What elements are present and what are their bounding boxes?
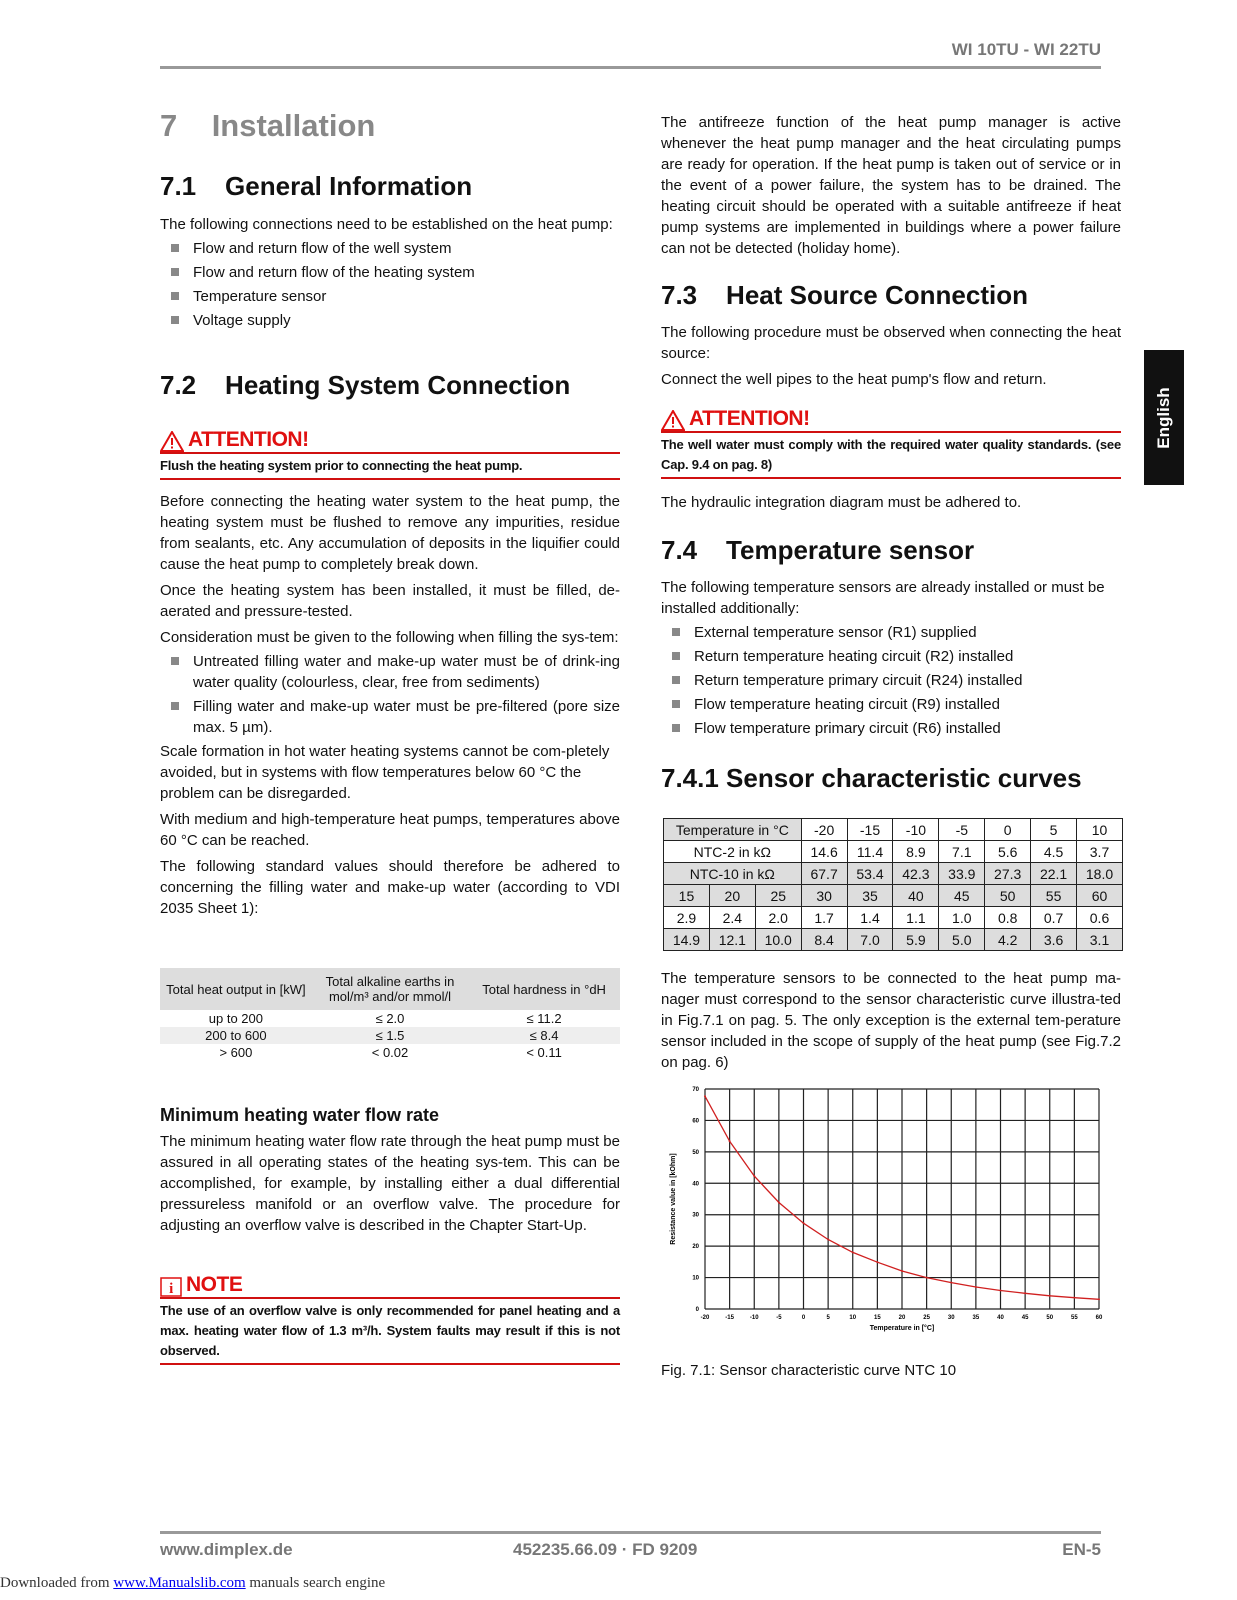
data-point xyxy=(778,1201,780,1203)
data-point xyxy=(852,1251,854,1253)
x-tick-label: 25 xyxy=(923,1315,930,1321)
table-cell: ≤ 1.5 xyxy=(312,1027,468,1044)
x-tick-label: 60 xyxy=(1095,1315,1103,1321)
table-cell: 50 xyxy=(985,885,1031,907)
x-tick-label: -20 xyxy=(700,1315,710,1321)
table-cell: 4.5 xyxy=(1031,841,1077,863)
y-tick-label: 10 xyxy=(692,1275,699,1282)
table-cell: 2.0 xyxy=(755,907,801,929)
data-point xyxy=(704,1095,706,1097)
attention-box-well-water xyxy=(661,407,1121,479)
x-tick-label: -10 xyxy=(749,1315,759,1321)
table-cell: up to 200 xyxy=(208,1011,263,1026)
data-point xyxy=(926,1277,928,1279)
footer-doc-number: 452235.66.09 · FD 9209 xyxy=(513,1540,698,1559)
x-tick-label: 10 xyxy=(849,1315,857,1321)
section-7-1-heading: 7.1 General Information xyxy=(160,171,473,201)
x-tick-label: 45 xyxy=(1021,1315,1029,1321)
table-cell: 45 xyxy=(939,885,985,907)
y-tick-label: 60 xyxy=(692,1118,699,1125)
y-tick-label: 50 xyxy=(692,1149,699,1156)
table-cell: 14.6 xyxy=(801,841,847,863)
table-row xyxy=(664,841,1123,863)
table-cell: 0 xyxy=(985,819,1031,841)
s72-paragraph: Once the heating system has been installed, it must be filled, de-aerated and pressure-tested. xyxy=(160,582,620,620)
download-suffix: manuals search engine xyxy=(245,1575,386,1591)
table-cell: -5 xyxy=(939,819,985,841)
data-point xyxy=(876,1261,878,1263)
table-cell: 5.6 xyxy=(985,841,1031,863)
header-rule xyxy=(160,66,1101,69)
x-tick-label: 50 xyxy=(1046,1315,1054,1321)
warning-icon xyxy=(160,431,184,452)
x-tick-label: 30 xyxy=(947,1315,955,1321)
table-cell: 3.1 xyxy=(1077,929,1123,951)
table-cell: -20 xyxy=(801,819,847,841)
x-tick-label: -5 xyxy=(776,1315,782,1321)
table-cell: 22.1 xyxy=(1031,863,1077,885)
table-cell: 8.9 xyxy=(893,841,939,863)
footer-page-number: EN-5 xyxy=(1062,1540,1101,1559)
table-row xyxy=(664,929,1123,951)
ntc10-curve-chart xyxy=(661,1075,1121,1345)
table-cell: 33.9 xyxy=(939,863,985,885)
language-tab xyxy=(1144,350,1184,485)
x-tick-label: 35 xyxy=(972,1315,980,1321)
attention-box-flush xyxy=(160,428,620,480)
x-tick-label: 55 xyxy=(1071,1315,1078,1321)
table-cell: 20 xyxy=(709,885,755,907)
table-cell: 5 xyxy=(1031,819,1077,841)
s71-list xyxy=(160,238,620,331)
list-item: Flow and return flow of the heating system xyxy=(160,262,620,283)
data-point xyxy=(1098,1298,1100,1300)
table-cell: 1.1 xyxy=(893,907,939,929)
table-cell: 14.9 xyxy=(664,929,710,951)
table-cell: 15 xyxy=(664,885,710,907)
data-point xyxy=(827,1239,829,1241)
table-header: Total hardness in °dH xyxy=(468,968,620,1010)
footer-rule xyxy=(160,1531,1101,1534)
info-icon xyxy=(160,1277,182,1297)
y-tick-label: 30 xyxy=(692,1212,699,1219)
data-point xyxy=(803,1222,805,1224)
s72-paragraph: With medium and high-temperature heat pumps, temperatures above 60 °C can be reached. xyxy=(160,811,620,849)
table-cell: 10.0 xyxy=(755,929,801,951)
section-7-4-1-heading: 7.4.1 Sensor characteristic curves xyxy=(661,763,1082,793)
data-point xyxy=(1049,1295,1051,1297)
table-cell: 4.2 xyxy=(985,929,1031,951)
x-axis-label: Temperature in [°C] xyxy=(869,1325,935,1332)
table-cell: 3.7 xyxy=(1077,841,1123,863)
footer-website: www.dimplex.de xyxy=(160,1540,293,1559)
data-point xyxy=(901,1270,903,1272)
table-cell: 200 to 600 xyxy=(160,1027,312,1044)
y-tick-label: 20 xyxy=(692,1244,699,1251)
s72-list xyxy=(160,651,620,738)
data-point xyxy=(753,1175,755,1177)
section-7-2-heading: 7.2 Heating System Connection xyxy=(160,370,571,400)
table-row xyxy=(160,1010,620,1027)
s73-paragraph: The hydraulic integration diagram must be adhered to. xyxy=(661,494,1022,511)
table-cell: 3.6 xyxy=(1031,929,1077,951)
list-item: Flow and return flow of the well system xyxy=(160,238,620,259)
list-item: Voltage supply xyxy=(160,310,620,331)
s73-paragraph: The following procedure must be observed when connecting the heat source: xyxy=(661,324,1121,362)
table-header-row xyxy=(160,968,620,1010)
table-cell: 7.0 xyxy=(847,929,893,951)
figure-caption: Fig. 7.1: Sensor characteristic curve NTC 10 xyxy=(661,1362,957,1379)
table-row xyxy=(664,863,1123,885)
table-cell: 1.0 xyxy=(939,907,985,929)
svg-text:i: i xyxy=(169,1281,173,1297)
x-tick-label: -15 xyxy=(725,1315,734,1321)
download-prefix: Downloaded from xyxy=(0,1575,114,1591)
table-cell: ≤ 8.4 xyxy=(468,1027,620,1044)
table-cell: 0.7 xyxy=(1031,907,1077,929)
table-cell: -10 xyxy=(893,819,939,841)
data-point xyxy=(1024,1292,1026,1294)
table-cell: 0.6 xyxy=(1077,907,1123,929)
y-axis-label: Resistance value in [kOhm] xyxy=(670,1153,677,1245)
table-cell: 25 xyxy=(755,885,801,907)
flow-rate-heading: Minimum heating water flow rate xyxy=(160,1105,440,1125)
table-header: Total heat output in [kW] xyxy=(160,968,312,1010)
table-row xyxy=(664,819,1123,841)
table-row xyxy=(664,885,1123,907)
table-cell: 11.4 xyxy=(847,841,893,863)
list-item: Temperature sensor xyxy=(160,286,620,307)
s74-intro: The following temperature sensors are already installed or must be installed additionally: xyxy=(661,579,1105,617)
x-tick-label: 5 xyxy=(826,1315,830,1321)
attention-text: Flush the heating system prior to connecting the heat pump. xyxy=(160,458,523,473)
antifreeze-paragraph: The antifreeze function of the heat pump manager is active whenever the heat pump manager and the heat circulating pumps are ready for operation. If the heat pump is taken out of service or in the event of a power failure, the system has to be drained. The heating circuit should be operated with a suitable antifreeze if heat pump systems are implemented in buildings where a power failure can not be detected (holiday home). xyxy=(661,114,1121,257)
s72-paragraph: Scale formation in hot water heating systems cannot be com-pletely avoided, but in systems with flow temperatures below 60 °C the problem can be disregarded. xyxy=(160,743,610,802)
y-tick-label: 0 xyxy=(695,1307,699,1313)
y-tick-label: 70 xyxy=(692,1087,699,1093)
table-cell: 30 xyxy=(801,885,847,907)
attention-text: The well water must comply with the required water quality standards. (see Cap. 9.4 on pag. 8) xyxy=(661,437,1121,472)
note-box xyxy=(160,1273,620,1365)
s72-paragraph: Consideration must be given to the following when filling the sys-tem: xyxy=(160,629,619,646)
note-label: NOTE xyxy=(186,1273,243,1296)
table-cell: 18.0 xyxy=(1077,863,1123,885)
table-cell: 40 xyxy=(893,885,939,907)
s72-paragraph: The following standard values should therefore be adhered to concerning the filling water and make-up water (according to VDI 2035 Sheet 1): xyxy=(160,858,620,917)
list-item: Return temperature heating circuit (R2) installed xyxy=(661,646,1121,667)
document-title: WI 10TU - WI 22TU xyxy=(951,40,1101,59)
table-cell: > 600 xyxy=(219,1045,253,1060)
table-cell: ≤ 11.2 xyxy=(526,1011,562,1026)
section-7-heading: 7 Installation xyxy=(160,108,376,143)
flow-rate-paragraph: The minimum heating water flow rate through the heat pump must be assured in all operating states of the heating sys-tem. This can be accomplished, for example, by installing either a dual differential pressureless manifold or an overflow valve. The procedure for adjusting an overflow valve is described in the Chapter Start-Up. xyxy=(160,1133,620,1234)
y-tick-label: 40 xyxy=(692,1181,699,1188)
data-point xyxy=(1073,1297,1075,1299)
manualslib-link[interactable]: www.Manualslib.com xyxy=(113,1575,246,1591)
table-row xyxy=(664,907,1123,929)
table-cell: 1.7 xyxy=(801,907,847,929)
table-cell: < 0.11 xyxy=(526,1045,562,1060)
x-tick-label: 40 xyxy=(997,1315,1004,1321)
table-cell: Temperature in °C xyxy=(664,819,802,841)
table-cell: 5.0 xyxy=(939,929,985,951)
table-header: Total alkaline earths in mol/m³ and/or mmol/l xyxy=(312,968,468,1010)
table-cell: 27.3 xyxy=(985,863,1031,885)
table-cell: < 0.02 xyxy=(371,1045,409,1060)
x-tick-label: 20 xyxy=(898,1315,906,1321)
table-cell: 10 xyxy=(1077,819,1123,841)
table-cell: 8.4 xyxy=(801,929,847,951)
table-row xyxy=(160,1044,620,1061)
language-tab-label: English xyxy=(1154,386,1173,449)
data-point xyxy=(975,1286,977,1288)
table-cell: 0.8 xyxy=(985,907,1031,929)
table-cell: NTC-2 in kΩ xyxy=(664,841,802,863)
table-cell: ≤ 2.0 xyxy=(375,1011,405,1026)
water-quality-table xyxy=(160,968,620,1061)
table-cell: 67.7 xyxy=(801,863,847,885)
table-row xyxy=(160,1027,620,1044)
section-7-3-heading: 7.3 Heat Source Connection xyxy=(661,280,1028,310)
table-cell: 35 xyxy=(847,885,893,907)
data-point xyxy=(729,1140,731,1142)
table-cell: 7.1 xyxy=(939,841,985,863)
list-item: Filling water and make-up water must be pre-filtered (pore size max. 5 µm). xyxy=(160,696,620,738)
table-cell: 2.4 xyxy=(709,907,755,929)
list-item: Flow temperature heating circuit (R9) installed xyxy=(661,694,1121,715)
s74-list xyxy=(661,622,1121,739)
table-cell: 5.9 xyxy=(893,929,939,951)
section-7-4-heading: 7.4 Temperature sensor xyxy=(661,535,975,565)
table-cell: 2.9 xyxy=(664,907,710,929)
sensor-curve-table xyxy=(663,818,1123,951)
s741-paragraph: The temperature sensors to be connected to the heat pump ma-nager must correspond to the sensor characteristic curve illustra-ted in Fig.7.1 on pag. 5. The only exception is the external tem-perature sensor included in the scope of supply of the heat pump (see Fig.7.2 on pag. 6) xyxy=(661,970,1121,1071)
table-cell: 55 xyxy=(1031,885,1077,907)
data-point xyxy=(950,1282,952,1284)
s73-paragraph: Connect the well pipes to the heat pump's flow and return. xyxy=(661,371,1047,388)
s71-intro: The following connections need to be established on the heat pump: xyxy=(160,216,613,233)
table-cell: NTC-10 in kΩ xyxy=(664,863,802,885)
note-text: The use of an overflow valve is only recommended for panel heating and a max. heating water flow of 1.3 m³/h. System faults may result if this is not observed. xyxy=(160,1303,620,1358)
table-cell: 1.4 xyxy=(847,907,893,929)
x-tick-label: 15 xyxy=(874,1315,881,1321)
s72-paragraph: Before connecting the heating water system to the heat pump, the heating system must be flushed to remove any impurities, residue from sealants, etc. Any accumulation of deposits in the liquifier could cause the heat pump to completely break down. xyxy=(160,493,620,573)
list-item: Untreated filling water and make-up water must be of drink-ing water quality (colourless, clear, free from sediments) xyxy=(160,651,620,693)
x-tick-label: 0 xyxy=(801,1315,806,1321)
table-cell: -15 xyxy=(847,819,893,841)
attention-label: ATTENTION! xyxy=(689,407,810,430)
table-cell: 53.4 xyxy=(847,863,893,885)
warning-icon xyxy=(661,410,685,431)
list-item: External temperature sensor (R1) supplied xyxy=(661,622,1121,643)
list-item: Flow temperature primary circuit (R6) installed xyxy=(661,718,1121,739)
download-note xyxy=(0,1575,385,1592)
table-cell: 12.1 xyxy=(709,929,755,951)
list-item: Return temperature primary circuit (R24) installed xyxy=(661,670,1121,691)
data-point xyxy=(1000,1289,1002,1291)
table-cell: 42.3 xyxy=(893,863,939,885)
table-cell: 60 xyxy=(1077,885,1123,907)
attention-label: ATTENTION! xyxy=(188,428,309,451)
